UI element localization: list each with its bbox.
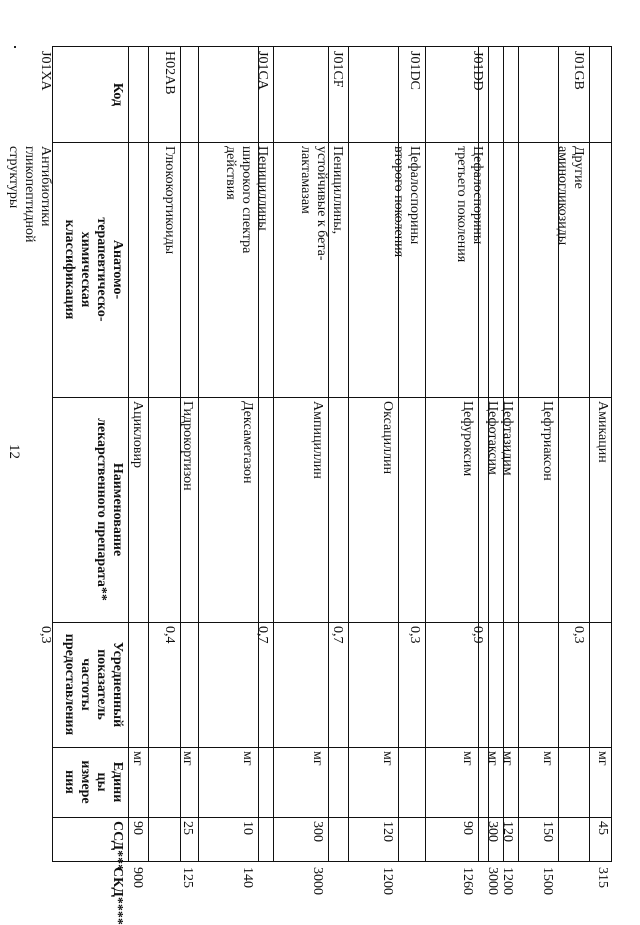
table-cell-code: J01CA (255, 51, 270, 90)
table-rule (348, 47, 349, 861)
table-rule (425, 47, 426, 861)
table-cell-ssd: 45 (595, 821, 610, 835)
table-cell-unit: мг (595, 751, 610, 766)
table-cell-drug: Цефтриаксон (540, 401, 555, 481)
column-header-code: Код (110, 82, 125, 107)
drug-table (6, 46, 612, 925)
table-rule (53, 397, 611, 398)
table-cell-drug: Оксациллин (380, 401, 395, 475)
table-cell-ssd: 10 (240, 821, 255, 835)
table-cell-ssd: 120 (500, 821, 515, 842)
column-header-freq: Усредненный показатель частоты предоставления (62, 633, 125, 736)
table-rule (148, 47, 149, 861)
table-cell-atc: Пенициллины, устойчивые к бета- лактамазам (298, 146, 345, 261)
table-cell-unit: мг (180, 751, 195, 766)
table-cell-skd: 3000 (485, 867, 500, 895)
column-header-skd: СКД**** (110, 867, 125, 925)
table-cell-unit: мг (130, 751, 145, 766)
table-cell-freq: 0,3 (407, 626, 422, 644)
table-cell-freq: 0,4 (162, 626, 177, 644)
table-cell-atc: Глюкокортикоиды (162, 146, 177, 255)
table-cell-unit: мг (540, 751, 555, 766)
table-rule (53, 622, 611, 623)
table-cell-ssd: 90 (460, 821, 475, 835)
table-cell-unit: мг (380, 751, 395, 766)
table-cell-drug: Ампициллин (310, 401, 325, 479)
table-cell-ssd: 300 (485, 821, 500, 842)
table-cell-drug: Ацикловир (130, 401, 145, 468)
table-cell-skd: 315 (595, 867, 610, 888)
page-number: 12 (6, 444, 22, 459)
scan-speck (14, 46, 16, 48)
table-cell-code: J01DD (470, 51, 485, 91)
table-cell-unit: мг (310, 751, 325, 766)
table-rule (518, 47, 519, 861)
table-cell-skd: 140 (240, 867, 255, 888)
table-cell-code: J01XA (38, 51, 53, 91)
table-cell-atc: Пенициллины широкого спектра действия (223, 146, 270, 254)
table-rule (53, 747, 611, 748)
table-cell-unit: мг (485, 751, 500, 766)
table-cell-ssd: 120 (380, 821, 395, 842)
table-cell-skd: 125 (180, 867, 195, 888)
table-cell-atc: Другие аминогликозиды (555, 146, 586, 246)
table-rule (53, 817, 611, 818)
table-rule (53, 142, 611, 143)
column-header-drug: Наименование лекарственного препарата** (94, 418, 125, 601)
table-rule (273, 47, 274, 861)
table-cell-code: J01GB (571, 51, 586, 90)
table-cell-ssd: 300 (310, 821, 325, 842)
table-cell-skd: 900 (130, 867, 145, 888)
table-cell-skd: 3000 (310, 867, 325, 895)
table-cell-drug: Цефтазидим (500, 401, 515, 476)
column-header-unit: Едини цы измере ния (62, 760, 125, 804)
table-cell-code: J01CF (330, 51, 345, 88)
table-cell-freq: 0,7 (255, 626, 270, 644)
table-cell-atc: Антибиотики гликопептидной структуры (6, 146, 53, 243)
table-cell-drug: Гидрокортизон (180, 401, 195, 491)
table-cell-skd: 1200 (380, 867, 395, 895)
table-cell-atc: Цефалоспорины третьего поколения (454, 146, 485, 263)
table-cell-freq: 0,3 (571, 626, 586, 644)
table-cell-drug: Цефотаксим (485, 401, 500, 475)
table-cell-code: H02AB (162, 51, 177, 95)
table-cell-freq: 0,7 (330, 626, 345, 644)
table-cell-atc: Цефалоспорины второго поколения (391, 146, 422, 258)
table-cell-unit: мг (460, 751, 475, 766)
table-cell-drug: Цефуроксим (460, 401, 475, 477)
table-cell-ssd: 25 (180, 821, 195, 835)
table-cell-unit: мг (240, 751, 255, 766)
table-cell-drug: Дексаметазон (240, 401, 255, 484)
column-header-ssd: ССД*** (110, 821, 125, 872)
table-cell-ssd: 90 (130, 821, 145, 835)
table-cell-unit: мг (500, 751, 515, 766)
table-cell-skd: 1200 (500, 867, 515, 895)
table-rule (198, 47, 199, 861)
table-cell-skd: 1260 (460, 867, 475, 895)
table-cell-code: J01DC (407, 51, 422, 90)
table-cell-freq: 0,3 (38, 626, 53, 644)
table-cell-ssd: 150 (540, 821, 555, 842)
table-cell-skd: 1500 (540, 867, 555, 895)
table-cell-drug: Амикацин (595, 401, 610, 463)
table-rule (589, 47, 590, 861)
table-cell-freq: 0,9 (470, 626, 485, 644)
column-header-atc: Анатомо- терапевтическо- химическая классификация (62, 217, 125, 322)
